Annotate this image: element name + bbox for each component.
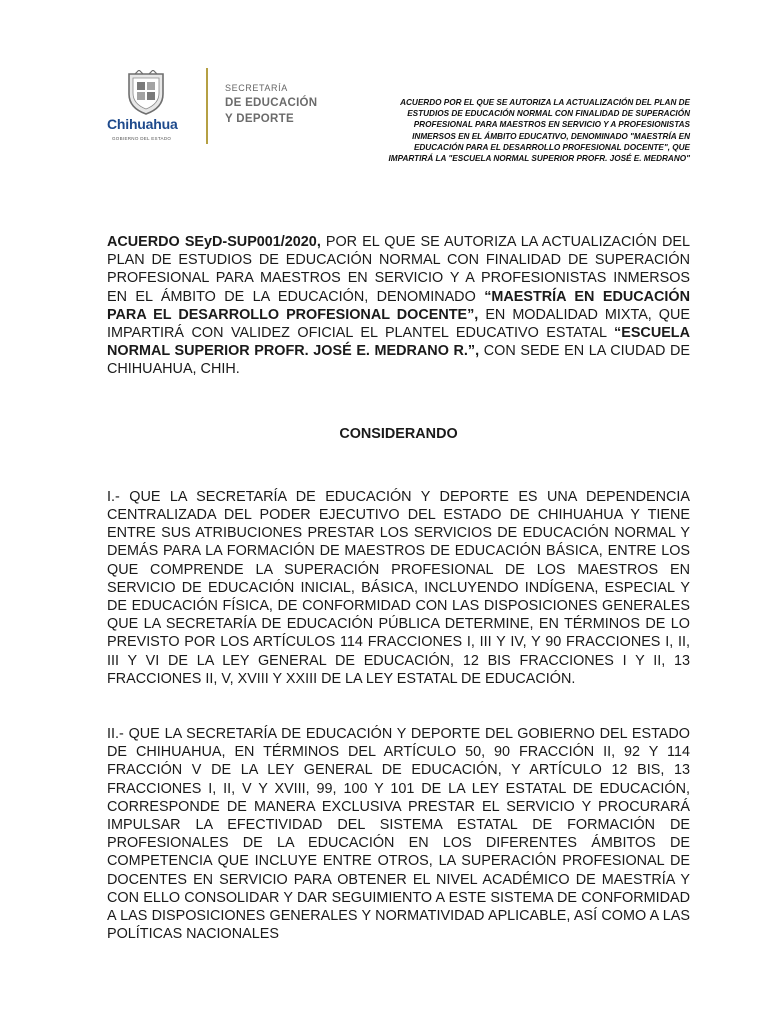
agreement-text-1: POR EL QUE SE AUTORIZA LA ACTUALIZACIÓN DEL PLAN DE ESTUDIOS DE EDUCACIÓN NORMAL CON FINALIDAD DE SUPERACIÓN PROFESIONAL PARA MAESTROS EN SERVICIO Y A PROFESIONISTAS INMERSOS EN EL ÁMBITO DE LA EDUCACIÓN, DENOMINADO bbox=[107, 234, 690, 305]
secretaria-line-2: DE EDUCACIÓN bbox=[225, 97, 318, 109]
logo-name: Chihuahua bbox=[107, 116, 178, 132]
considerando-paragraph-2: II.- QUE LA SECRETARÍA DE EDUCACIÓN Y DEPORTE DEL GOBIERNO DEL ESTADO DE CHIHUAHUA, EN TÉRMINOS DEL ARTÍCULO 50, 90 FRACCIÓN II, 92 Y 114 FRACCIÓN V DE LA LEY GENERAL DE EDUCACIÓN, Y ARTÍCULO 12 BIS, 13 FRACCIONES I, II, V Y XVIII, 99, 100 Y 101 DE LA LEY ESTATAL DE EDUCACIÓN, CORRESPONDE DE MANERA EXCLUSIVA PRESTAR EL SERVICIO Y PROCURARÁ IMPULSAR LA EFECTIVIDAD DEL SISTEMA ESTATAL DE FORMACIÓN DE PROFESIONALES DE LA EDUCACIÓN EN LOS DIFERENTES ÁMBITOS DE COMPETENCIA QUE INCLUYE ENTRE OTROS, LA SUPERACIÓN PROFESIONAL DE DOCENTES EN SERVICIO PARA OBTENER EL NIVEL ACADÉMICO DE MAESTRÍA Y CON ELLO CONSOLIDAR Y DAR SEGUIMIENTO A ESTE SISTEMA DE CONFORMIDAD A LAS DISPOSICIONES GENERALES Y NORMATIVIDAD APLICABLE, ASÍ COMO A LAS POLÍTICAS NACIONALES bbox=[107, 726, 690, 943]
secretaria-line-1: SECRETARÍA bbox=[225, 83, 288, 93]
school-name: “ESCUELA NORMAL SUPERIOR PROFR. JOSÉ E. MEDRANO R.”, bbox=[107, 325, 690, 360]
considerando-paragraph-1: I.- QUE LA SECRETARÍA DE EDUCACIÓN Y DEPORTE ES UNA DEPENDENCIA CENTRALIZADA DEL PODER EJECUTIVO DEL ESTADO DE CHIHUAHUA Y TIENE ENTRE SUS ATRIBUCIONES PRESTAR LOS SERVICIOS DE EDUCACIÓN NORMAL Y DEMÁS PARA LA FORMACIÓN DE MAESTROS DE EDUCACIÓN BÁSICA, ENTRE LOS QUE COMPRENDE LA SUPERACIÓN PROFESIONAL DE LOS MAESTROS EN SERVICIO DE EDUCACIÓN INICIAL, BÁSICA, INCLUYENDO INDÍGENA, ESPECIAL Y DE EDUCACIÓN FÍSICA, DE CONFORMIDAD CON LAS DISPOSICIONES GENERALES QUE LA SECRETARÍA DE EDUCACIÓN PÚBLICA DETERMINE, EN TÉRMINOS DE LO PREVISTO POR LOS ARTÍCULOS 114 FRACCIONES I, III Y IV, Y 90 FRACCIONES I, II, III Y VI DE LA LEY GENERAL DE EDUCACIÓN, 12 BIS FRACCIONES I Y II, 13 FRACCIONES II, V, XVIII Y XXIII DE LA LEY ESTATAL DE EDUCACIÓN. bbox=[107, 488, 690, 687]
agreement-text-2: EN MODALIDAD MIXTA, QUE IMPARTIRÁ CON VALIDEZ OFICIAL EL PLANTEL EDUCATIVO ESTATAL bbox=[107, 306, 690, 342]
header-agreement-summary: ACUERDO POR EL QUE SE AUTORIZA LA ACTUALIZACIÓN DEL PLAN DE ESTUDIOS DE EDUCACIÓN NORMAL CON FINALIDAD DE SUPERACIÓN PROFESIONAL PARA MAESTROS EN SERVICIO Y A PROFESIONISTAS INMERSOS EN EL ÁMBITO EDUCATIVO, DENOMINADO "MAESTRÍA EN EDUCACIÓN PARA EL DESARROLLO PROFESIONAL DOCENTE", QUE IMPARTIRÁ LA "ESCUELA NORMAL SUPERIOR PROFR. JOSÉ E. MEDRANO" bbox=[388, 98, 690, 164]
secretaria-line-3: Y DEPORTE bbox=[225, 113, 294, 125]
logo-divider bbox=[206, 68, 208, 144]
document-header bbox=[0, 0, 768, 200]
logo-subtitle: GOBIERNO DEL ESTADO bbox=[112, 136, 172, 141]
agreement-text-3: CON SEDE EN LA CIUDAD DE CHIHUAHUA, CHIH. bbox=[107, 343, 690, 378]
program-name: “MAESTRÍA EN EDUCACIÓN PARA EL DESARROLLO PROFESIONAL DOCENTE”, bbox=[107, 288, 690, 323]
considerando-heading: CONSIDERANDO bbox=[339, 425, 458, 442]
document-body bbox=[107, 233, 690, 944]
chihuahua-coat-of-arms-icon bbox=[123, 70, 169, 116]
agreement-id: ACUERDO SEyD-SUP001/2020, bbox=[107, 234, 321, 250]
agreement-paragraph bbox=[107, 233, 690, 379]
